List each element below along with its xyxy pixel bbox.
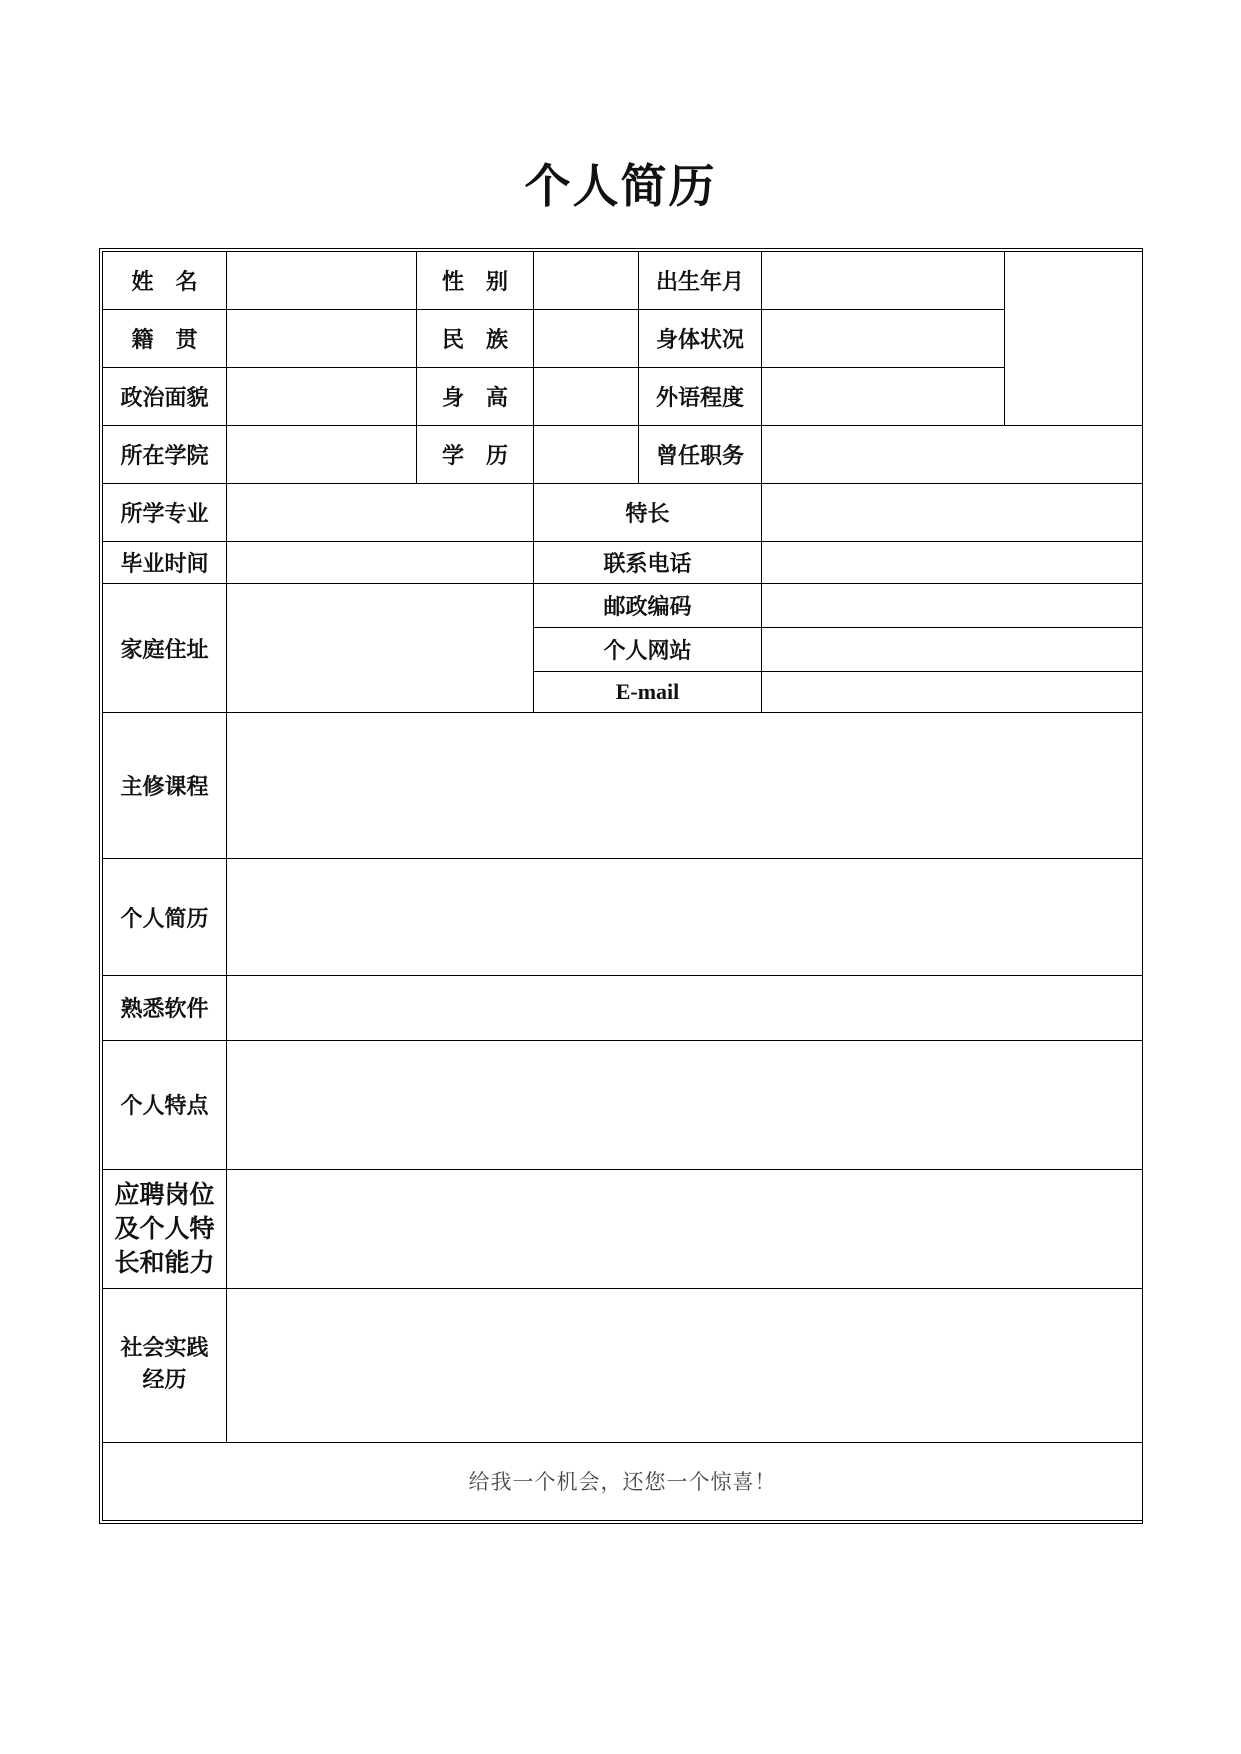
phone-field[interactable]: [762, 542, 1143, 584]
ethnicity-field[interactable]: [534, 310, 639, 368]
footer-slogan: 给我一个机会，还您一个惊喜！: [103, 1442, 1143, 1520]
label-health: 身体状况: [639, 310, 762, 368]
label-postcode: 邮政编码: [534, 584, 762, 628]
label-software: 熟悉软件: [103, 976, 227, 1040]
email-field[interactable]: [762, 672, 1143, 713]
label-graduation: 毕业时间: [103, 542, 227, 584]
software-field[interactable]: [227, 976, 1143, 1040]
label-foreign-language: 外语程度: [639, 368, 762, 426]
courses-field[interactable]: [227, 713, 1143, 859]
label-courses: 主修课程: [103, 713, 227, 859]
label-specialty: 特长: [534, 484, 762, 542]
resume-form: [99, 248, 1143, 1524]
political-status-field[interactable]: [227, 368, 417, 426]
label-ethnicity: 民 族: [417, 310, 534, 368]
education-field[interactable]: [534, 426, 639, 484]
label-gender: 性 别: [417, 252, 534, 310]
label-practice: 社会实践 经历: [103, 1288, 227, 1442]
position-field[interactable]: [227, 1169, 1143, 1288]
birth-field[interactable]: [762, 252, 1005, 310]
label-college: 所在学院: [103, 426, 227, 484]
practice-field[interactable]: [227, 1288, 1143, 1442]
postcode-field[interactable]: [762, 584, 1143, 628]
traits-field[interactable]: [227, 1040, 1143, 1169]
page-title: 个人简历: [524, 159, 717, 213]
label-name: 姓 名: [103, 252, 227, 310]
graduation-field[interactable]: [227, 542, 534, 584]
label-native-place: 籍 贯: [103, 310, 227, 368]
resume-field[interactable]: [227, 859, 1143, 976]
college-field[interactable]: [227, 426, 417, 484]
label-phone: 联系电话: [534, 542, 762, 584]
label-birth: 出生年月: [639, 252, 762, 310]
address-field[interactable]: [227, 584, 534, 713]
specialty-field[interactable]: [762, 484, 1143, 542]
website-field[interactable]: [762, 628, 1143, 672]
health-field[interactable]: [762, 310, 1005, 368]
label-major: 所学专业: [103, 484, 227, 542]
former-post-field[interactable]: [762, 426, 1143, 484]
height-field[interactable]: [534, 368, 639, 426]
foreign-language-field[interactable]: [762, 368, 1005, 426]
photo-box[interactable]: [1005, 252, 1143, 426]
label-former-post: 曾任职务: [639, 426, 762, 484]
native-place-field[interactable]: [227, 310, 417, 368]
label-traits: 个人特点: [103, 1040, 227, 1169]
label-height: 身 高: [417, 368, 534, 426]
label-education: 学 历: [417, 426, 534, 484]
label-position: 应聘岗位 及个人特 长和能力: [103, 1169, 227, 1288]
label-website: 个人网站: [534, 628, 762, 672]
resume-table: [102, 251, 1143, 1521]
gender-field[interactable]: [534, 252, 639, 310]
name-field[interactable]: [227, 252, 417, 310]
label-email: E-mail: [534, 672, 762, 713]
label-address: 家庭住址: [103, 584, 227, 713]
major-field[interactable]: [227, 484, 534, 542]
label-political-status: 政治面貌: [103, 368, 227, 426]
label-resume: 个人简历: [103, 859, 227, 976]
